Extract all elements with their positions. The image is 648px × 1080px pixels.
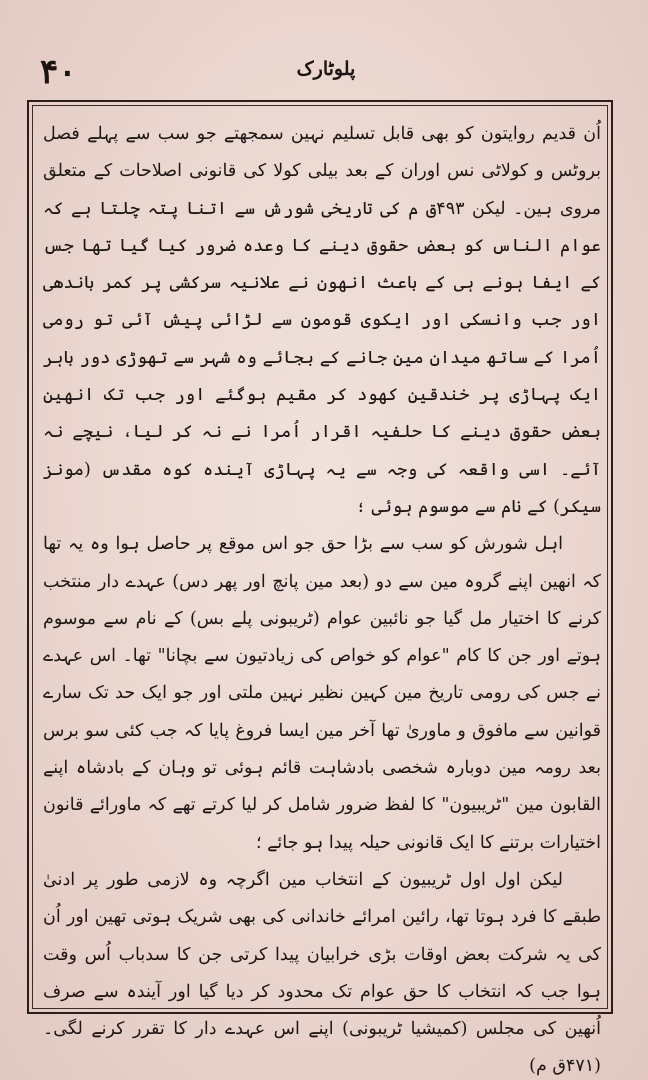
- paragraph: لیکن اول اول ٹریبیون کے انتخاب مین اگرچہ وہ لازمی طور پر ادنیٰ طبقے کا فرد ہوتا تھا، رائین امرائے خاندانی کی بھی شریک ہوتی تھین اور اُن کی یہ شرکت بعض اوقات بڑی خرابیان پیدا کرتی جن کا سدباب اُس وقت ہوا جب کہ انتخاب کا حق عوام تک محدود کر دیا گیا اور آیندہ سے صرف اُنھین کی مجلس (کمیشیا ٹریبونی) اپنے اس عہدے دار کا تقرر کرنے لگی۔ (۴۷۱ق م): [43, 869, 601, 1077]
- paragraph: اہل شورش کو سب سے بڑا حق جو اس موقع پر حاصل ہوا وہ یہ تھا کہ انھین اپنے گروہ مین سے دو (بعد مین پانچ اور پھر دس) عہدے دار منتخب کرنے کا اختیار مل گیا جو نائبین عوام (ٹریبونی پلے بس) کے نام سے موسوم ہوتے اور جن کا کام "عوام کو خواص کی زیادتیون سے بچانا" تھا۔ اس عہدے نے جس کی رومی تاریخ مین کہین نظیر نہین ملتی اور جو ایک حد تک سارے قوانین سے مافوق و ماوریٰ تھا آخر مین ایسا فروغ پایا کہ جب کئی سو برس بعد رومہ مین دوبارہ شخصی بادشاہت قائم ہوئی تو وہان کے بادشاہ اپنے القابون مین "ٹریبیون" کا لفظ ضرور شامل کر لیا کرتے تھے کہ ماورائے قانون اختیارات برتنے کا ایک قانونی حیلہ پیدا ہو جائے ؛: [43, 534, 601, 853]
- body-text: [43, 116, 601, 1080]
- text-frame: [27, 100, 613, 1077]
- running-title: پلوٹارک: [296, 58, 356, 80]
- paragraph: اُن قدیم روایتون کو بھی قابل تسلیم نہین سمجھتے جو سب سے پہلے فصل بروٹس و کولاٹی نس اوران کے بعد بیلی کولا کی قانونی اصلاحات کے متعلق مروی ہین۔ لیکن ۴۹۳ق م کی تاریخی شورش سے اتنا پتہ چلتا ہے کہ عوام الناس کو بعض حقوق دینے کا وعدہ ضرور کیا گیا تھا جس کے ایفا ہونے ہی کے باعث انھون نے علانیہ سرکشی پر کمر باندھی اور جب وانسکی اور ایکوی قومون سے لڑائی پیش آئی تو رومی اُمرا کے ساتھ میدان مین جانے کے بجائے وہ شہر سے تھوڑی دور باہر ایک پہاڑی پر خندقین کھود کر مقیم ہوگئے اور جب تک انھین بعض حقوق دینے کا حلفیہ اقرار اُمرا نے نہ کر لیا، نیچے نہ آئے۔ اسی واقعہ کی وجہ سے یہ پہاڑی آیندہ کوہ مقدس (مونز سیکر) کے نام سے موسوم ہوئی ؛: [43, 124, 602, 517]
- page-header: [40, 52, 612, 98]
- page-number: ۴۰: [40, 52, 77, 92]
